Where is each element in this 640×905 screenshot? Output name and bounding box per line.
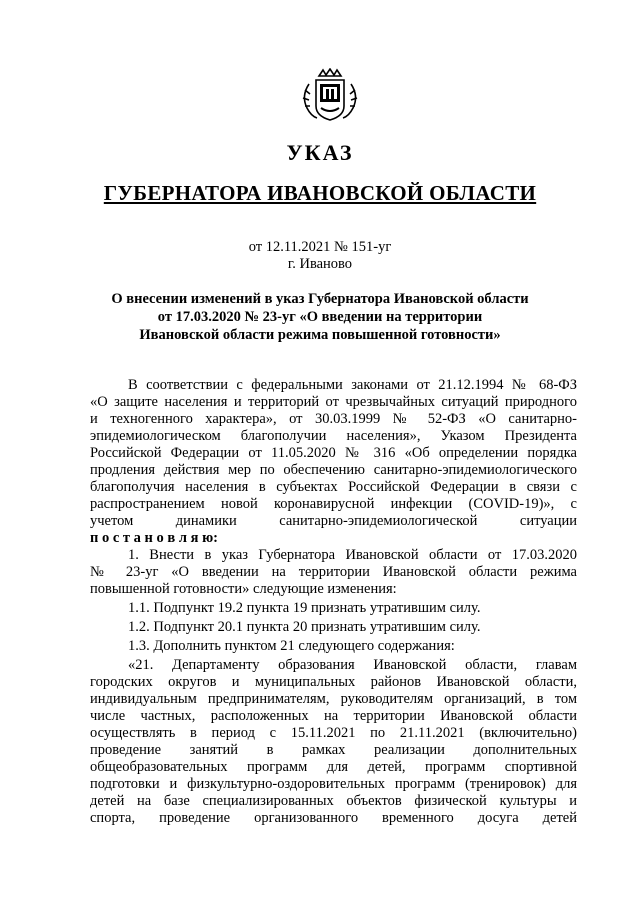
body-line: общеобразовательных программ для детей, программ спортивной xyxy=(90,759,577,775)
doc-title-line: Ивановской области режима повышенной готовности» xyxy=(139,327,501,343)
body-line: 1. Внести в указ Губернатора Ивановской области от 17.03.2020 xyxy=(128,547,577,563)
body-line: учетом динамики санитарно-эпидемиологической ситуации xyxy=(90,513,577,529)
body-line: Российской Федерации от 11.05.2020 № 316 «Об определении порядка xyxy=(90,445,577,461)
body-line: «21. Департаменту образования Ивановской области, главам xyxy=(128,657,577,673)
coat-of-arms-emblem xyxy=(295,68,365,126)
body-line: В соответствии с федеральными законами от 21.12.1994 № 68-ФЗ xyxy=(128,377,577,393)
body-line: 1.3. Дополнить пунктом 21 следующего содержания: xyxy=(128,638,455,654)
body-line: спорта, проведение организованного временного досуга детей xyxy=(90,810,577,826)
resolve-word: п о с т а н о в л я ю: xyxy=(90,530,218,546)
body-line: осуществлять в период с 15.11.2021 по 21.11.2021 (включительно) xyxy=(90,725,577,741)
body-line: благополучия населения в субъектах Российской Федерации в связи с xyxy=(90,479,577,495)
body-line: и техногенного характера», от 30.03.1999 № 52-ФЗ «О санитарно- xyxy=(90,411,577,427)
body-line: распространением новой коронавирусной инфекции (COVID-19)», с xyxy=(90,496,577,512)
body-line: городских округов и муниципальных районов Ивановской области, xyxy=(90,674,577,690)
body-line: № 23-уг «О введении на территории Ивановской области режима xyxy=(90,564,577,580)
issuer-heading: ГУБЕРНАТОРА ИВАНОВСКОЙ ОБЛАСТИ xyxy=(103,181,537,205)
body-line: 1.2. Подпункт 20.1 пункта 20 признать утратившим силу. xyxy=(128,619,481,635)
body-line: подготовки и физкультурно-оздоровительных программ (тренировок) для xyxy=(90,776,577,792)
body-line: индивидуальным предпринимателям, руководителям организаций, в том xyxy=(90,691,577,707)
body-line: повышенной готовности» следующие изменения: xyxy=(90,581,397,597)
body-line: продления действия мер по обеспечению санитарно-эпидемиологического xyxy=(90,462,577,478)
body-line: числе частных, расположенных на территории Ивановской области xyxy=(90,708,577,724)
body-line: эпидемиологическом благополучии населения», Указом Президента xyxy=(90,428,577,444)
body-line: проведение занятий в рамках реализации дополнительных xyxy=(90,742,577,758)
body-line: «О защите населения и территорий от чрезвычайных ситуаций природного xyxy=(90,394,577,410)
doc-type-heading: УКАЗ xyxy=(286,140,354,165)
body-line: 1.1. Подпункт 19.2 пункта 19 признать утратившим силу. xyxy=(128,600,481,616)
doc-title-line: от 17.03.2020 № 23-уг «О введении на территории xyxy=(157,309,483,325)
doc-date-number: от 12.11.2021 № 151-уг xyxy=(248,239,392,255)
doc-city: г. Иваново xyxy=(287,256,353,272)
body-line: детей на базе специализированных объектов физической культуры и xyxy=(90,793,577,809)
doc-title-line: О внесении изменений в указ Губернатора Ивановской области xyxy=(111,291,529,307)
